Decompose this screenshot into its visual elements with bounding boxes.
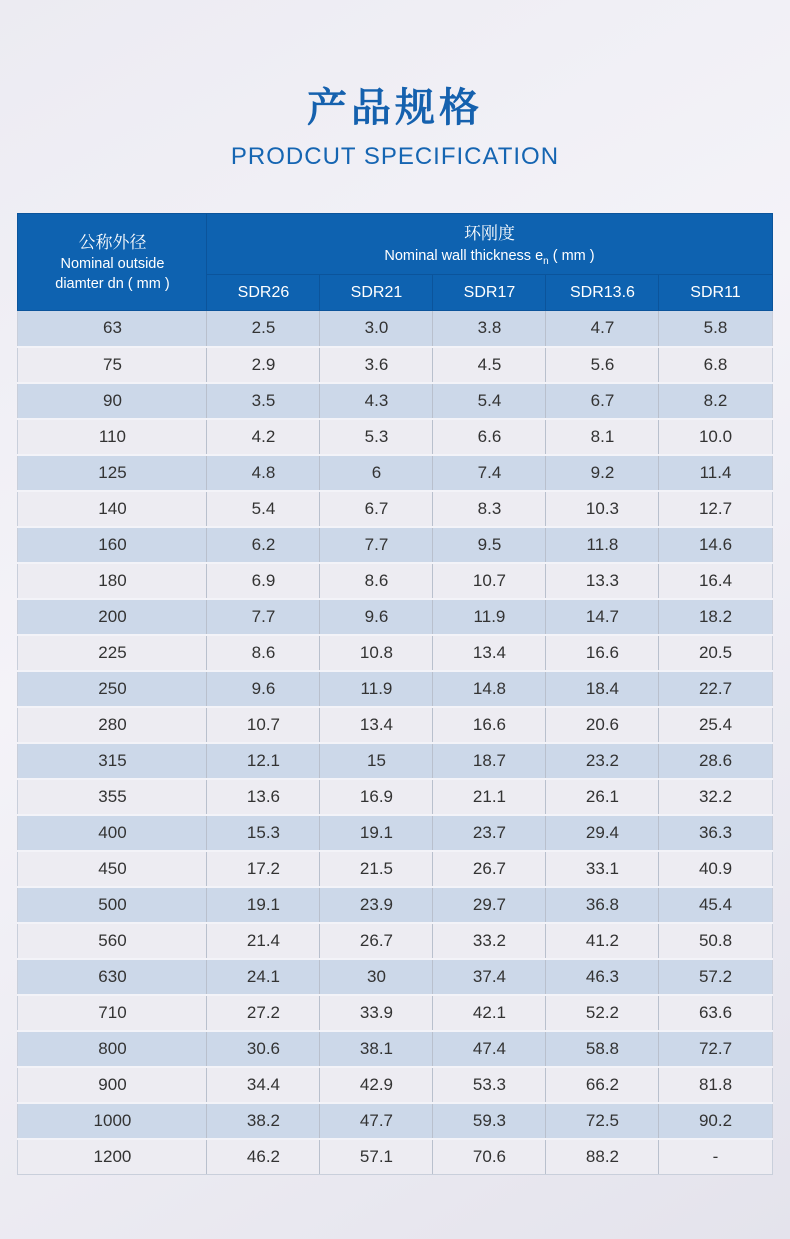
cell-value: 3.6 (320, 347, 433, 383)
cell-dn: 315 (18, 743, 207, 779)
cell-value: 5.3 (320, 419, 433, 455)
cell-value: 3.5 (207, 383, 320, 419)
cell-value: 11.9 (433, 599, 546, 635)
cell-value: 26.7 (320, 923, 433, 959)
cell-value: 9.6 (207, 671, 320, 707)
cell-value: 9.6 (320, 599, 433, 635)
group-label-en-suffix: ( mm ) (548, 247, 595, 264)
cell-dn: 160 (18, 527, 207, 563)
table-row (18, 1067, 772, 1103)
cell-value: 16.4 (659, 563, 772, 599)
cell-value: 21.4 (207, 923, 320, 959)
cell-value: 21.1 (433, 779, 546, 815)
col1-label-en-line1: Nominal outside (60, 256, 165, 273)
cell-value: 10.3 (546, 491, 659, 527)
cell-value: 12.7 (659, 491, 772, 527)
page-header (0, 0, 790, 171)
cell-dn: 63 (18, 311, 207, 347)
cell-dn: 110 (18, 419, 207, 455)
cell-value: 33.9 (320, 995, 433, 1031)
cell-value: 38.2 (207, 1103, 320, 1139)
cell-dn: 710 (18, 995, 207, 1031)
cell-value: 29.7 (433, 887, 546, 923)
cell-dn: 180 (18, 563, 207, 599)
cell-value: 18.4 (546, 671, 659, 707)
cell-value: 4.2 (207, 419, 320, 455)
cell-value: 8.6 (320, 563, 433, 599)
cell-value: 8.3 (433, 491, 546, 527)
page-title-en: PRODCUT SPECIFICATION (230, 143, 560, 170)
cell-value: 12.1 (207, 743, 320, 779)
cell-value: 72.5 (546, 1103, 659, 1139)
cell-value: 36.3 (659, 815, 772, 851)
table-row (18, 743, 772, 779)
page-title-cn: 产品规格 (307, 86, 483, 130)
cell-value: 33.2 (433, 923, 546, 959)
cell-value: - (659, 1139, 772, 1175)
table-row (18, 347, 772, 383)
cell-value: 14.6 (659, 527, 772, 563)
cell-value: 50.8 (659, 923, 772, 959)
cell-dn: 140 (18, 491, 207, 527)
cell-dn: 450 (18, 851, 207, 887)
cell-value: 25.4 (659, 707, 772, 743)
cell-dn: 630 (18, 959, 207, 995)
table-row (18, 527, 772, 563)
cell-value: 3.8 (433, 311, 546, 347)
cell-value: 16.9 (320, 779, 433, 815)
cell-value: 2.9 (207, 347, 320, 383)
spec-table-body (18, 311, 772, 1175)
cell-value: 47.7 (320, 1103, 433, 1139)
cell-value: 42.9 (320, 1067, 433, 1103)
cell-value: 20.6 (546, 707, 659, 743)
table-row (18, 491, 772, 527)
table-row (18, 419, 772, 455)
cell-value: 41.2 (546, 923, 659, 959)
cell-value: 13.3 (546, 563, 659, 599)
group-label-en-subscript: n (543, 255, 549, 267)
cell-value: 32.2 (659, 779, 772, 815)
cell-value: 11.9 (320, 671, 433, 707)
table-row (18, 563, 772, 599)
table-row (18, 779, 772, 815)
cell-value: 30 (320, 959, 433, 995)
cell-value: 3.0 (320, 311, 433, 347)
cell-value: 11.8 (546, 527, 659, 563)
table-row (18, 815, 772, 851)
cell-value: 26.7 (433, 851, 546, 887)
cell-value: 40.9 (659, 851, 772, 887)
table-row (18, 959, 772, 995)
cell-value: 5.4 (433, 383, 546, 419)
cell-value: 59.3 (433, 1103, 546, 1139)
group-label-en (207, 247, 771, 267)
cell-value: 6.2 (207, 527, 320, 563)
cell-value: 14.7 (546, 599, 659, 635)
cell-value: 10.7 (207, 707, 320, 743)
spec-table (17, 213, 772, 1175)
cell-value: 6.8 (659, 347, 772, 383)
cell-value: 53.3 (433, 1067, 546, 1103)
col1-label-cn: 公称外径 (78, 232, 147, 252)
cell-value: 10.0 (659, 419, 772, 455)
table-row (18, 1031, 772, 1067)
cell-value: 9.2 (546, 455, 659, 491)
cell-dn: 225 (18, 635, 207, 671)
cell-dn: 900 (18, 1067, 207, 1103)
cell-value: 36.8 (546, 887, 659, 923)
table-row (18, 1139, 772, 1175)
cell-value: 10.7 (433, 563, 546, 599)
cell-value: 23.7 (433, 815, 546, 851)
cell-value: 26.1 (546, 779, 659, 815)
cell-dn: 90 (18, 383, 207, 419)
cell-dn: 500 (18, 887, 207, 923)
cell-value: 8.6 (207, 635, 320, 671)
cell-dn: 800 (18, 1031, 207, 1067)
cell-value: 13.4 (433, 635, 546, 671)
cell-value: 5.6 (546, 347, 659, 383)
cell-value: 16.6 (433, 707, 546, 743)
cell-value: 42.1 (433, 995, 546, 1031)
cell-value: 13.6 (207, 779, 320, 815)
col1-label-en-line2: diamter dn ( mm ) (55, 275, 170, 292)
cell-dn: 355 (18, 779, 207, 815)
cell-value: 22.7 (659, 671, 772, 707)
cell-dn: 1000 (18, 1103, 207, 1139)
table-row (18, 635, 772, 671)
col-header-sdr21: SDR21 (320, 275, 433, 311)
cell-value: 15 (320, 743, 433, 779)
cell-value: 52.2 (546, 995, 659, 1031)
cell-value: 34.4 (207, 1067, 320, 1103)
cell-dn: 75 (18, 347, 207, 383)
cell-value: 70.6 (433, 1139, 546, 1175)
cell-value: 57.2 (659, 959, 772, 995)
cell-value: 38.1 (320, 1031, 433, 1067)
col-header-sdr11: SDR11 (659, 275, 772, 311)
spec-table-header (18, 214, 772, 311)
cell-value: 23.9 (320, 887, 433, 923)
cell-value: 14.8 (433, 671, 546, 707)
table-row (18, 311, 772, 347)
group-label-cn: 环刚度 (464, 224, 515, 244)
cell-value: 66.2 (546, 1067, 659, 1103)
table-row (18, 995, 772, 1031)
cell-dn: 400 (18, 815, 207, 851)
cell-value: 19.1 (207, 887, 320, 923)
cell-value: 20.5 (659, 635, 772, 671)
cell-value: 63.6 (659, 995, 772, 1031)
table-row (18, 671, 772, 707)
cell-value: 11.4 (659, 455, 772, 491)
cell-value: 33.1 (546, 851, 659, 887)
cell-value: 15.3 (207, 815, 320, 851)
cell-value: 88.2 (546, 1139, 659, 1175)
cell-value: 72.7 (659, 1031, 772, 1067)
cell-value: 4.7 (546, 311, 659, 347)
cell-dn: 250 (18, 671, 207, 707)
cell-value: 17.2 (207, 851, 320, 887)
cell-value: 6.6 (433, 419, 546, 455)
col-header-sdr26: SDR26 (207, 275, 320, 311)
col-header-nominal-outside-diameter (18, 214, 207, 311)
cell-value: 57.1 (320, 1139, 433, 1175)
cell-value: 13.4 (320, 707, 433, 743)
cell-value: 29.4 (546, 815, 659, 851)
cell-value: 6.7 (546, 383, 659, 419)
cell-dn: 200 (18, 599, 207, 635)
cell-value: 7.4 (433, 455, 546, 491)
cell-value: 6.7 (320, 491, 433, 527)
table-row (18, 707, 772, 743)
cell-value: 4.5 (433, 347, 546, 383)
cell-value: 18.7 (433, 743, 546, 779)
cell-value: 8.2 (659, 383, 772, 419)
cell-value: 4.3 (320, 383, 433, 419)
cell-dn: 125 (18, 455, 207, 491)
col-header-sdr136: SDR13.6 (546, 275, 659, 311)
cell-value: 81.8 (659, 1067, 772, 1103)
table-row (18, 851, 772, 887)
col-header-sdr17: SDR17 (433, 275, 546, 311)
cell-value: 47.4 (433, 1031, 546, 1067)
table-row (18, 887, 772, 923)
cell-value: 5.4 (207, 491, 320, 527)
cell-value: 46.3 (546, 959, 659, 995)
table-row (18, 455, 772, 491)
cell-value: 27.2 (207, 995, 320, 1031)
cell-value: 28.6 (659, 743, 772, 779)
cell-value: 45.4 (659, 887, 772, 923)
cell-dn: 280 (18, 707, 207, 743)
cell-value: 5.8 (659, 311, 772, 347)
col-group-ring-stiffness (207, 214, 772, 275)
cell-value: 19.1 (320, 815, 433, 851)
table-row (18, 923, 772, 959)
cell-value: 46.2 (207, 1139, 320, 1175)
cell-value: 10.8 (320, 635, 433, 671)
cell-value: 6.9 (207, 563, 320, 599)
cell-value: 37.4 (433, 959, 546, 995)
table-row (18, 599, 772, 635)
cell-value: 9.5 (433, 527, 546, 563)
cell-value: 90.2 (659, 1103, 772, 1139)
group-label-en-prefix: Nominal wall thickness e (384, 247, 544, 264)
cell-value: 7.7 (207, 599, 320, 635)
cell-value: 2.5 (207, 311, 320, 347)
table-row (18, 1103, 772, 1139)
table-row (18, 383, 772, 419)
cell-value: 24.1 (207, 959, 320, 995)
cell-value: 6 (320, 455, 433, 491)
cell-value: 21.5 (320, 851, 433, 887)
cell-value: 7.7 (320, 527, 433, 563)
cell-value: 23.2 (546, 743, 659, 779)
cell-dn: 560 (18, 923, 207, 959)
cell-value: 58.8 (546, 1031, 659, 1067)
cell-value: 8.1 (546, 419, 659, 455)
cell-value: 16.6 (546, 635, 659, 671)
cell-dn: 1200 (18, 1139, 207, 1175)
cell-value: 4.8 (207, 455, 320, 491)
cell-value: 18.2 (659, 599, 772, 635)
cell-value: 30.6 (207, 1031, 320, 1067)
